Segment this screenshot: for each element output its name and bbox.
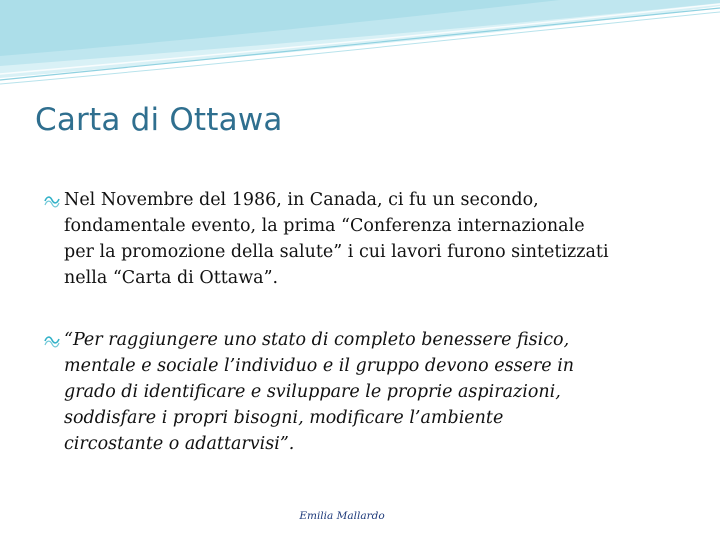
- header-wave-decoration: [0, 0, 720, 90]
- wave-bullet-icon: [44, 327, 60, 353]
- footer-author: Emilia Mallardo: [299, 510, 385, 522]
- paragraph-1-text: Nel Novembre del 1986, in Canada, ci fu un secondo, fondamentale evento, la prima “Conferenza internazionale per la promozione della salute” i cui lavori furono sintetizzati nella “Carta di Ottawa”.: [64, 190, 609, 288]
- paragraph-2-text: “Per raggiungere uno stato di completo benessere fisico, mentale e sociale l’individuo e il gruppo devono essere in grado di identificare e sviluppare le proprie aspirazioni, soddisfare i propri bisogni, modificare l’ambiente circostante o adattarvisi”.: [64, 330, 575, 454]
- paragraph-2-quote: [64, 327, 704, 457]
- wave-bullet-icon: [44, 187, 60, 213]
- paragraph-1: [64, 187, 704, 291]
- slide-title: Carta di Ottawa: [35, 102, 283, 138]
